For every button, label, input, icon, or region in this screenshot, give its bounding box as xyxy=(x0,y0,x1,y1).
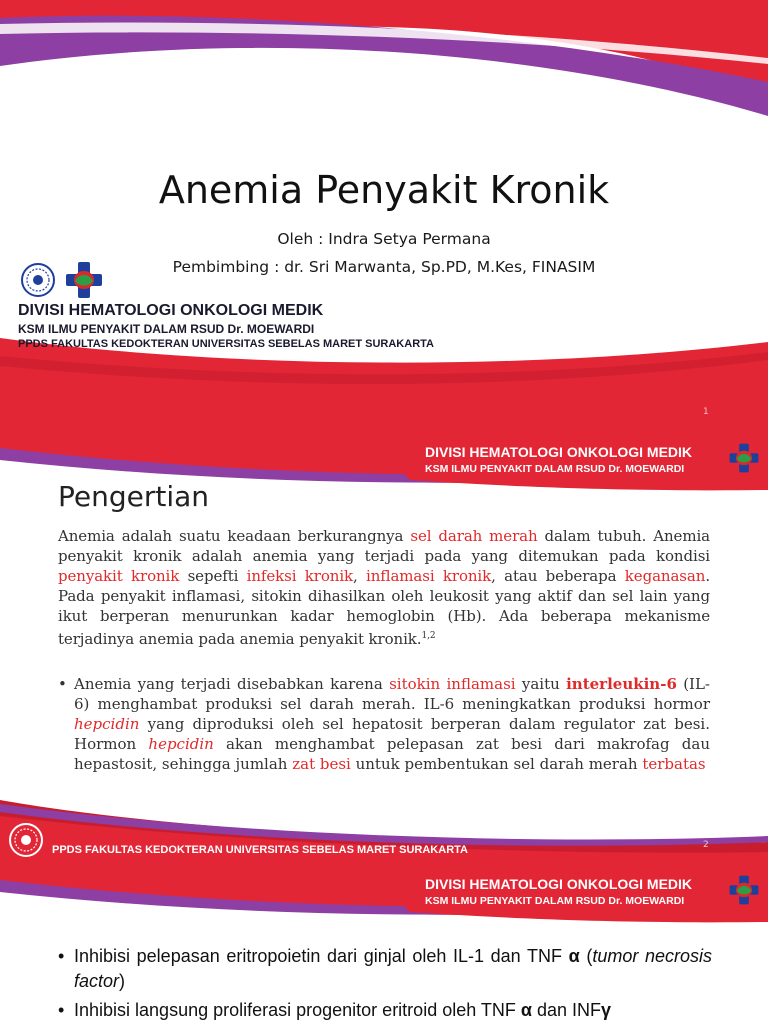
header-department: KSM ILMU PENYAKIT DALAM RSUD Dr. MOEWARDI xyxy=(425,463,685,475)
presentation-title: Anemia Penyakit Kronik xyxy=(158,168,610,212)
bullet-item: • Inhibisi pelepasan eritropoietin dari ginjal oleh IL-1 dan TNF α (tumor necrosis factor) xyxy=(58,944,712,994)
reference-superscript: 1,2 xyxy=(421,631,436,641)
slide-3 xyxy=(0,864,768,1024)
supervisor-line: Pembimbing : dr. Sri Marwanta, Sp.PD, M.Kes, FINASIM xyxy=(172,258,596,276)
faculty-name: PPDS FAKULTAS KEDOKTERAN UNIVERSITAS SEBELAS MARET SURAKARTA xyxy=(18,338,434,350)
author-line: Oleh : Indra Setya Permana xyxy=(277,230,491,248)
slide-1-background xyxy=(0,0,768,432)
header-department: KSM ILMU PENYAKIT DALAM RSUD Dr. MOEWARDI xyxy=(425,895,685,907)
bullet-marker: • xyxy=(58,1000,65,1020)
page-number: 1 xyxy=(703,407,709,417)
slide-1 xyxy=(0,0,768,432)
hospital-cross-logo-icon xyxy=(728,874,760,910)
slide-2 xyxy=(0,432,768,864)
hospital-cross-logo-icon xyxy=(64,260,104,304)
definition-paragraph: Anemia adalah suatu keadaan berkurangnya sel darah merah dalam tubuh. Anemia penyakit kronik adalah anemia yang terjadi pada yang ditemukan pada kondisi penyakit kronik sepefti infeksi kronik, inflamasi kronik, atau beberapa keganasan. Pada penyakit inflamasi, sitokin dihasilkan oleh leukosit yang aktif dan sel lain yang ikut berperan menurunkan kadar hemoglobin (Hb). Ada beberapa mekanisme terjadinya anemia pada anemia penyakit kronik.$^{1,2}$ xyxy=(58,527,710,648)
division-name: DIVISI HEMATOLOGI ONKOLOGI MEDIK xyxy=(18,302,324,319)
header-division: DIVISI HEMATOLOGI ONKOLOGI MEDIK xyxy=(425,444,693,460)
department-name: KSM ILMU PENYAKIT DALAM RSUD Dr. MOEWARDI xyxy=(18,322,315,336)
hospital-cross-logo-icon xyxy=(728,442,760,478)
university-seal-icon xyxy=(20,262,56,302)
bullet-item: • Inhibisi langsung proliferasi progenitor eritroid oleh TNF α dan INFγ xyxy=(58,998,712,1023)
bullet-marker: • xyxy=(58,946,65,966)
page-number: 2 xyxy=(703,840,709,850)
university-seal-icon xyxy=(8,822,44,862)
bullet-item: • Anemia yang terjadi disebabkan karena sitokin inflamasi yaitu interleukin-6 (IL-6) menghambat produksi sel darah merah. IL-6 meningkatkan produksi hormor hepcidin yang diproduksi oleh sel hepatosit berperan dalam regulator zat besi. Hormon hepcidin akan menghambat pelepasan zat besi dari makrofag dau hepastosit, sehingga jumlah zat besi untuk pembentukan sel darah merah terbatas xyxy=(58,675,711,773)
bullet-marker: • xyxy=(58,675,67,693)
section-heading: Pengertian xyxy=(58,480,210,513)
footer-faculty: PPDS FAKULTAS KEDOKTERAN UNIVERSITAS SEBELAS MARET SURAKARTA xyxy=(52,844,468,856)
header-division: DIVISI HEMATOLOGI ONKOLOGI MEDIK xyxy=(425,876,693,892)
